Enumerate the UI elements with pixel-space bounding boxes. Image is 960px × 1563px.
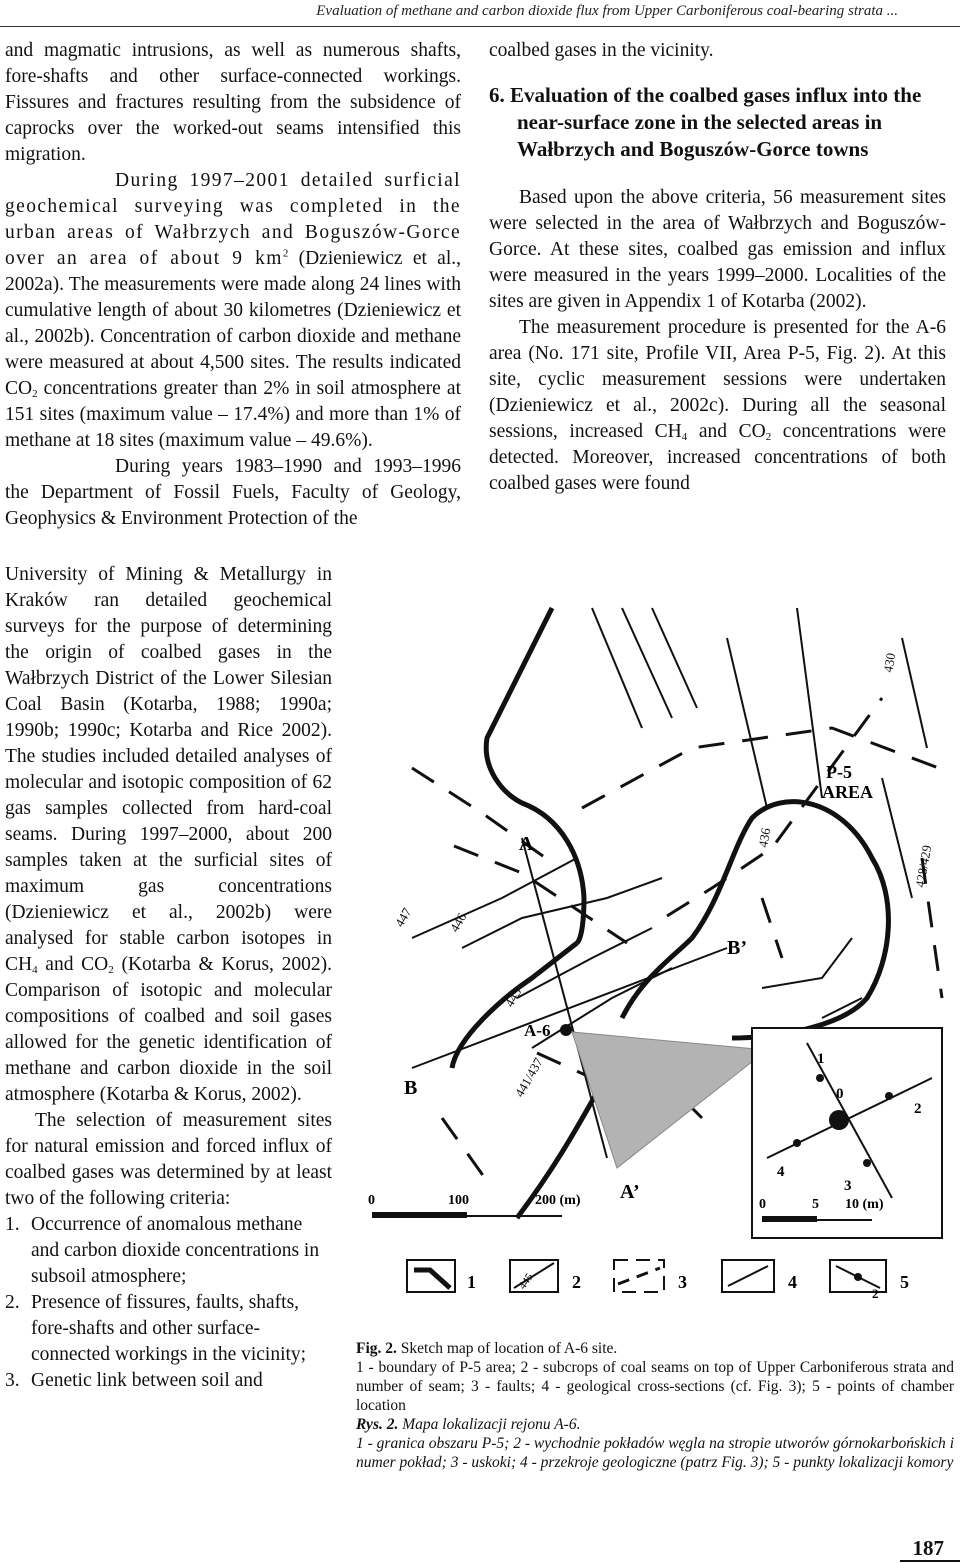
page-number-rule [900, 1560, 960, 1562]
seam-line [592, 608, 642, 728]
seam-label: 441/437 [511, 1055, 546, 1100]
paragraph: During years 1983–1990 and 1993–1996 the Department of Fossil Fuels, Faculty of Geology, Geophysics & Environment Protection of the [5, 456, 461, 529]
seam-label: 445 [501, 985, 525, 1010]
legend-symbol-boundary [414, 1270, 450, 1288]
running-header-text: Evaluation of methane and carbon dioxide flux from Upper Carboniferous coal-bearing strata ... [316, 3, 898, 19]
seam-label: 428/429 [912, 843, 935, 889]
scale-tick-label: 0 [759, 1197, 766, 1212]
scale-tick-label: 10 (m) [845, 1197, 884, 1212]
legend-number: 3 [678, 1272, 687, 1292]
caption-title-pl: Rys. 2. Mapa lokalizacji rejonu A-6. [356, 1416, 581, 1433]
inset-point-label: 4 [777, 1164, 785, 1180]
boundary-line [622, 802, 888, 1038]
list-item: 3. Genetic link between soil and [5, 1370, 263, 1391]
scale-tick-label: 100 [448, 1193, 469, 1208]
seam-label: 436 [755, 826, 774, 849]
paragraph: University of Mining & Metallurgy in Kraków ran detailed geochemical surveys for the purpose of determining the origin of coalbed gases in the Wałbrzych District of the Lower Silesian Coal Basin (Kotarba, 1988; 1990a; 1990b; 1990c; Kotarba and Rice 2002). The studies included detailed analyses of molecular and isotopic composition of 62 gas samples collected from hard-coal seams. During 1997–2000, about 200 samples taken at the surficial sites of maximum gas concentrations (Dzieniewicz et al., 2002b) were analysed for stable carbon isotopes in $CH_4$ and $CO_2$ (Kotarba & Korus, 2002). Comparison of isotopic and molecular compositions of coalbed and soil gases allowed for the genetic identification of methane and carbon dioxide in the soil atmosphere (Kotarba & Korus, 2002). [5, 564, 332, 1105]
paragraph: Based upon the above criteria, 56 measurement sites were selected in the area of Wałbrzych and Boguszów-Gorce. At these sites, coalbed gas emission and influx were measured in the years 1999–2000. Localities of the sites are given in Appendix 1 of Kotarba (2002). [489, 187, 946, 312]
right-column [489, 38, 946, 497]
running-header [0, 0, 960, 34]
fault-line [582, 728, 952, 808]
seam-line [882, 778, 912, 898]
chamber-point [863, 1159, 871, 1167]
inset-connector [572, 1032, 767, 1168]
left-column-narrow [5, 562, 332, 1394]
section-heading: 6. Evaluation of the coalbed gases influx into the near-surface zone in the selected areas in Wałbrzych and Boguszów-Gorce towns [489, 83, 922, 161]
seam-line [797, 608, 822, 798]
caption-title-en: Fig. 2. Sketch map of location of A-6 site. [356, 1340, 618, 1357]
paragraph: During 1997–2001 detailed surficial geochemical surveying was completed in the urban areas of Wałbrzych and Boguszów-Gorce over an area of about 9 $km^2$ (Dzieniewicz et al., 2002a). The measurements were made along 24 lines with cumulative length of about 30 kilometres (Dzieniewicz et al., 2002b). Concentration of carbon dioxide and methane were measured at about 4,500 sites. The results indicated $CO_2$ concentrations greater than 2% in soil atmosphere at 151 sites (maximum value – 17.4%) and more than 1% of methane at 18 sites (maximum value – 49.6%). [5, 170, 461, 451]
left-column [5, 38, 461, 532]
inset-point-label: 2 [914, 1101, 922, 1117]
criteria-list [5, 1212, 332, 1394]
inset-scale-segment [762, 1216, 817, 1222]
scale-tick-label: 200 (m) [535, 1193, 581, 1208]
caption-body-en: 1 - boundary of P-5 area; 2 - subcrops of coal seams on top of Upper Carboniferous strata and number of seam; 3 - faults; 4 - geological cross-sections (cf. Fig. 3); 5 - points of chamber location [356, 1359, 954, 1414]
figure-sketch-map [352, 598, 957, 1310]
paragraph: The selection of measurement sites for natural emission and forced influx of coalbed gases was determined by at least two of the following criteria: [5, 1110, 332, 1209]
boundary-line [486, 608, 584, 943]
scale-tick-label: 0 [368, 1193, 375, 1208]
chamber-point [885, 1092, 893, 1100]
fault-line [442, 1118, 492, 1188]
seam-label: 447 [391, 905, 415, 930]
paragraph: The measurement procedure is presented for the A-6 area (No. 171 site, Profile VII, Area P-5, Fig. 2). At this site, cyclic measurement sessions were undertaken (Dzieniewicz et al., 2002c). During all the seasonal sessions, increased $CH_4$ and $CO_2$ concentrations were detected. Moreover, increased concentrations of both coalbed gases were found [489, 317, 947, 494]
section-label-a-prime: A’ [620, 1181, 640, 1203]
seam-line [652, 608, 697, 708]
legend-number: 1 [467, 1272, 476, 1292]
seam-line [902, 638, 927, 748]
legend-number: 4 [788, 1272, 797, 1292]
chamber-point [829, 1110, 849, 1130]
inset-point-label: 1 [817, 1051, 825, 1067]
seam-line [727, 638, 767, 808]
legend-number: 5 [900, 1272, 909, 1292]
chamber-point [793, 1139, 801, 1147]
legend-symbol-point [854, 1273, 862, 1281]
scale-tick-label: 5 [812, 1197, 819, 1212]
figure-caption [356, 1339, 954, 1472]
site-marker [560, 1024, 572, 1036]
legend-symbol-section [728, 1266, 768, 1286]
fault-line [762, 898, 782, 958]
sketch-map-svg [352, 598, 957, 1310]
inset-map [752, 1028, 942, 1238]
seam-line [412, 858, 577, 938]
page-number: 187 [912, 1536, 944, 1560]
fault-line [454, 846, 627, 943]
scale-segment [372, 1212, 467, 1218]
section-label-b: B [404, 1077, 418, 1099]
list-item: 1. Occurrence of anomalous methane and carbon dioxide concentrations in subsoil atmosphere; [5, 1214, 320, 1287]
legend [407, 1260, 909, 1301]
scale-bar-main [368, 1193, 581, 1218]
legend-sample-point: 2 [872, 1286, 879, 1301]
area-label: P-5 [826, 762, 852, 782]
seam-label: 446 [446, 910, 470, 935]
seam-line [622, 608, 672, 718]
legend-sample-seam: 445 [516, 1271, 536, 1292]
section-label-a: A [519, 833, 534, 855]
inset-point-label: 3 [844, 1178, 852, 1194]
paragraph: and magmatic intrusions, as well as numerous shafts, fore-shafts and other surface-connected workings. Fissures and fractures resulting from the subsidence of caprocks over the worked-out seams intensified this migration. [5, 40, 461, 165]
area-label: AREA [822, 782, 874, 802]
header-rule [0, 26, 960, 27]
caption-body-pl: 1 - granica obszaru P-5; 2 - wychodnie pokładów węgla na stropie utworów górnokarbońskich i numer pokład; 3 - uskoki; 4 - przekroje geologiczne (patrz Fig. 3); 5 - punkty lokalizacji komory [356, 1435, 954, 1471]
fault-line [412, 768, 557, 866]
list-item: 2. Presence of fissures, faults, shafts, fore-shafts and other surface-connected workings in the vicinity; [5, 1292, 307, 1365]
inset-point-label: 0 [836, 1086, 844, 1102]
legend-symbol-fault [618, 1268, 660, 1284]
legend-number: 2 [572, 1272, 581, 1292]
chamber-point [816, 1074, 824, 1082]
site-label: A-6 [524, 1021, 551, 1040]
seam-label: 430 [880, 651, 899, 674]
section-label-b-prime: B’ [727, 937, 747, 959]
paragraph: coalbed gases in the vicinity. [489, 40, 714, 61]
seam-line [762, 938, 852, 988]
